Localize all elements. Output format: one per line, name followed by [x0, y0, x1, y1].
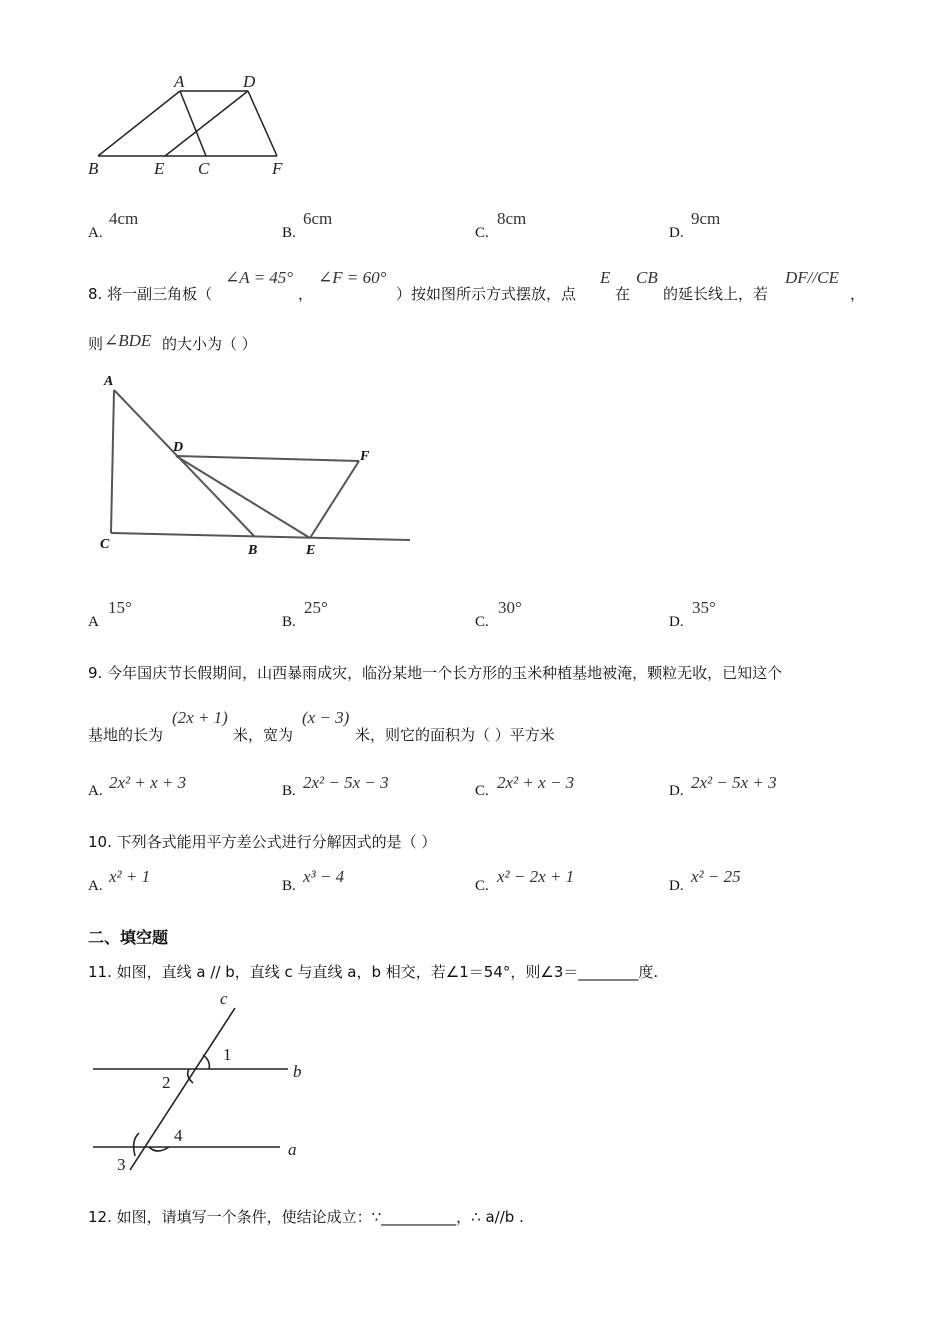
q7-option-b-letter[interactable]: B.	[282, 225, 296, 241]
q11-question: 11. 如图，直线 a // b，直线 c 与直线 a，b 相交，若∠1＝54°，则∠3＝________度.	[88, 963, 659, 981]
label-b: b	[293, 1062, 302, 1081]
q8-math-e: E	[600, 268, 611, 287]
label-A: A	[174, 72, 185, 91]
q7-option-c-letter[interactable]: C.	[475, 225, 489, 241]
q7-option-c-value: 8cm	[497, 209, 527, 228]
label-c: c	[220, 989, 228, 1008]
label-B: B	[88, 159, 99, 178]
q7-option-b-value: 6cm	[303, 209, 333, 228]
q9-option-b-letter[interactable]: B.	[282, 783, 296, 799]
q10-option-d-letter[interactable]: D.	[669, 878, 684, 894]
q8-option-d-letter[interactable]: D.	[669, 614, 684, 630]
q10-option-d-value: x² − 25	[691, 867, 741, 886]
angle-2: 2	[162, 1073, 171, 1092]
label-D: D	[173, 440, 184, 455]
q10-option-a-letter[interactable]: A.	[88, 878, 103, 894]
q8-option-a-value: 15°	[108, 598, 132, 617]
label-a: a	[288, 1140, 297, 1159]
q8-option-c-value: 30°	[498, 598, 522, 617]
q12-question: 12. 如图，请填写一个条件，使结论成立：∵__________，∴ a//b .	[88, 1208, 524, 1226]
q8-math-parallel: DF//CE	[785, 268, 839, 287]
q8-line2-post: 的大小为（ ）	[162, 335, 257, 353]
q7-option-a-letter[interactable]: A.	[88, 225, 103, 241]
q9-line-2c: 米，则它的面积为（ ）平方米	[355, 726, 555, 744]
q9-option-c-value: 2x² + x − 3	[497, 773, 575, 792]
label-E: E	[154, 159, 165, 178]
angle-4: 4	[174, 1126, 183, 1145]
angle-3: 3	[117, 1155, 126, 1174]
label-F: F	[272, 159, 283, 178]
q8-text-4: 的延长线上，若	[663, 285, 769, 303]
q9-line-2b: 米，宽为	[233, 726, 294, 744]
q9-option-d-value: 2x² − 5x + 3	[691, 773, 777, 792]
q8-text-2: ）按如图所示方式摆放，点	[396, 285, 577, 303]
q8-math-angle-a: ∠A = 45°	[225, 268, 294, 287]
section-heading: 二、填空题	[88, 928, 169, 947]
q8-option-c-letter[interactable]: C.	[475, 614, 489, 630]
q8-option-d-value: 35°	[692, 598, 716, 617]
q10-option-b-letter[interactable]: B.	[282, 878, 296, 894]
q8-text-5: ，	[850, 285, 866, 303]
q10-option-b-value: x³ − 4	[303, 867, 345, 886]
label-F: F	[360, 449, 370, 464]
q9-option-d-letter[interactable]: D.	[669, 783, 684, 799]
q8-comma: ，	[298, 285, 314, 303]
q8-option-a-letter[interactable]: A	[88, 614, 99, 630]
q11-figure	[85, 988, 325, 1178]
label-C: C	[100, 537, 110, 552]
label-C: C	[198, 159, 210, 178]
q8-math-cb: CB	[636, 268, 658, 287]
q7-figure	[80, 68, 310, 183]
q9-option-c-letter[interactable]: C.	[475, 783, 489, 799]
label-A: A	[104, 374, 114, 389]
q8-option-b-letter[interactable]: B.	[282, 614, 296, 630]
q9-math-width: (x − 3)	[302, 708, 350, 727]
q9-option-a-letter[interactable]: A.	[88, 783, 103, 799]
label-B: B	[248, 543, 258, 558]
angle-1: 1	[223, 1045, 232, 1064]
q10-option-a-value: x² + 1	[109, 867, 151, 886]
q8-text-1: 8. 将一副三角板（	[88, 285, 213, 303]
q9-option-b-value: 2x² − 5x − 3	[303, 773, 389, 792]
q9-option-a-value: 2x² + x + 3	[109, 773, 187, 792]
q8-text-3: 在	[615, 285, 631, 303]
q10-option-c-letter[interactable]: C.	[475, 878, 489, 894]
label-E: E	[306, 543, 316, 558]
q8-option-b-value: 25°	[304, 598, 328, 617]
q10-question: 10. 下列各式能用平方差公式进行分解因式的是（ ）	[88, 833, 437, 851]
q8-figure	[90, 368, 420, 563]
q7-option-d-letter[interactable]: D.	[669, 225, 684, 241]
label-D: D	[243, 72, 256, 91]
q7-option-a-value: 4cm	[109, 209, 139, 228]
q7-option-d-value: 9cm	[691, 209, 721, 228]
q9-line-1: 9. 今年国庆节长假期间，山西暴雨成灾，临汾某地一个长方形的玉米种植基地被淹，颗粒无收，已知这个	[88, 664, 783, 682]
q9-line-2a: 基地的长为	[88, 726, 164, 744]
q9-math-length: (2x + 1)	[172, 708, 228, 727]
q8-line2-pre: 则	[88, 335, 104, 353]
q8-math-angle-f: ∠F = 60°	[318, 268, 387, 287]
q8-math-bde: ∠BDE	[104, 331, 152, 350]
q10-option-c-value: x² − 2x + 1	[497, 867, 575, 886]
